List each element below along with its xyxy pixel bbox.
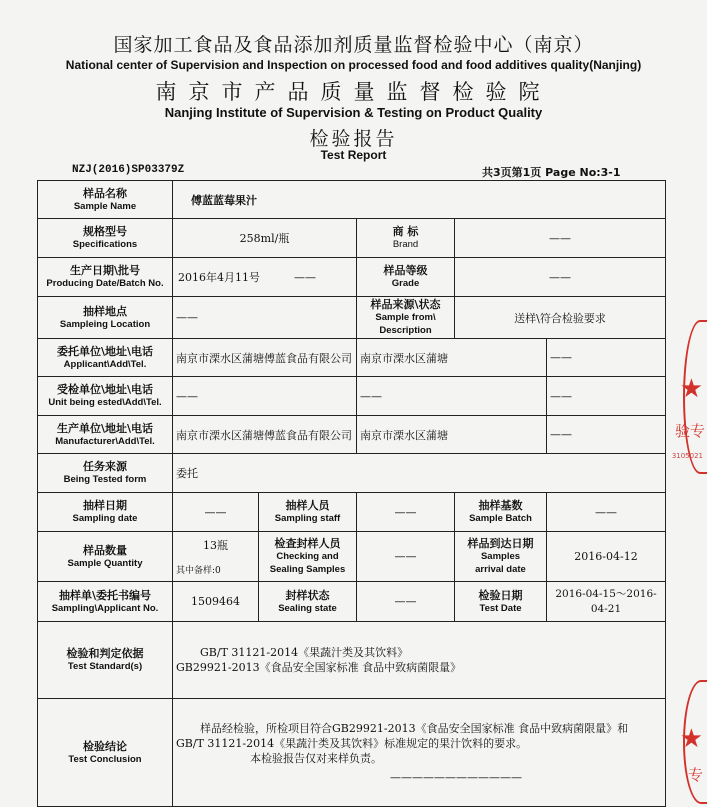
label-tested-unit: 受检单位\地址\电话 Unit being ested\Add\Tel. <box>38 377 173 416</box>
value-tested-name: —— <box>173 377 357 416</box>
report-number: NZJ(2016)SP03379Z <box>72 164 185 176</box>
label-applicant: 委托单位\地址\电话 Applicant\Add\Tel. <box>38 339 173 377</box>
label-test-standard: 检验和判定依据 Test Standard(s) <box>38 622 173 699</box>
value-sampling-location: —— <box>173 297 357 339</box>
label-sample-from: 样品来源\状态 Sample from\ Description <box>357 297 455 339</box>
value-conclusion: 样品经检验，所检项目符合GB29921-2013《食品安全国家标准 食品中致病菌限量》和 GB/T 31121-2014《果蔬汁类及其饮料》标准规定的果汁饮料的要求。 本检验报告仅对来样负责。 ———————————— <box>173 699 666 807</box>
label-prod-date: 生产日期\批号 Producing Date/Batch No. <box>38 258 173 297</box>
value-grade: —— <box>455 258 666 297</box>
label-checking-sealing: 检查封样人员 Checking and Sealing Samples <box>259 532 357 582</box>
row-sampling-date <box>38 493 666 532</box>
report-title-en: Test Report <box>320 148 387 162</box>
stamp-text-top: 验专 <box>674 422 705 440</box>
label-sample-name: 样品名称 Sample Name <box>38 181 173 219</box>
value-brand: —— <box>455 219 666 258</box>
value-spec: 258ml/瓶 <box>173 219 357 258</box>
label-sampling-location: 抽样地点 Sampleing Location <box>38 297 173 339</box>
report-title-cn: 检验报告 <box>309 128 398 150</box>
label-grade: 样品等级 Grade <box>357 258 455 297</box>
label-arrival-date: 样品到达日期 Samples arrival date <box>455 532 547 582</box>
institute-title-en: Nanjing Institute of Supervision & Testing on Product Quality <box>164 105 543 120</box>
label-sampling-staff: 抽样人员 Sampling staff <box>259 493 357 532</box>
row-conclusion <box>38 699 666 807</box>
row-spec <box>38 219 666 258</box>
value-manufacturer-tel: —— <box>547 416 666 454</box>
label-sample-batch: 抽样基数 Sample Batch <box>455 493 547 532</box>
label-spec: 规格型号 Specifications <box>38 219 173 258</box>
label-applicant-no: 抽样单\委托书编号 Sampling\Applicant No. <box>38 582 173 622</box>
row-sample-quantity <box>38 532 666 582</box>
org-title-en: National center of Supervision and Inspection on processed food and food additives quality(Nanjing) <box>65 58 642 72</box>
value-sample-batch: —— <box>547 493 666 532</box>
value-applicant-address: 南京市溧水区蒲塘 <box>357 339 547 377</box>
value-prod-date: 2016年4月11号 —— <box>173 258 357 297</box>
value-applicant-tel: —— <box>547 339 666 377</box>
stamp-code: 3105021 <box>671 452 703 460</box>
label-test-date: 检验日期 Test Date <box>455 582 547 622</box>
value-sampling-date: —— <box>173 493 259 532</box>
label-manufacturer: 生产单位\地址\电话 Manufacturer\Add\Tel. <box>38 416 173 454</box>
row-sample-name <box>38 181 666 219</box>
row-prod-date <box>38 258 666 297</box>
value-tested-address: —— <box>357 377 547 416</box>
value-arrival-date: 2016-04-12 <box>547 532 666 582</box>
label-sampling-date: 抽样日期 Sampling date <box>38 493 173 532</box>
institute-title-cn: 南京市产品质量监督检验院 <box>155 80 552 104</box>
label-task-source: 任务来源 Being Tested form <box>38 454 173 493</box>
label-sample-quantity: 样品数量 Sample Quantity <box>38 532 173 582</box>
value-sampling-staff: —— <box>357 493 455 532</box>
value-applicant-name: 南京市溧水区蒲塘傅蓝食品有限公司 <box>173 339 357 377</box>
value-sealing-state: —— <box>357 582 455 622</box>
value-sample-from: 送样\符合检验要求 <box>455 297 666 339</box>
value-manufacturer-address: 南京市溧水区蒲塘 <box>357 416 547 454</box>
stamp-text-bottom: 专 <box>687 766 703 784</box>
row-sampling-location <box>38 297 666 339</box>
row-applicant <box>38 339 666 377</box>
report-table <box>37 180 666 807</box>
label-conclusion: 检验结论 Test Conclusion <box>38 699 173 807</box>
red-star-icon: ★ <box>679 724 703 754</box>
value-checking-sealing: —— <box>357 532 455 582</box>
row-manufacturer <box>38 416 666 454</box>
row-test-standard <box>38 622 666 699</box>
row-tested-unit <box>38 377 666 416</box>
value-test-standard: GB/T 31121-2014《果蔬汁类及其饮料》 GB29921-2013《食品安全国家标准 食品中致病菌限量》 <box>173 622 666 699</box>
org-title-cn: 国家加工食品及食品添加剂质量监督检验中心（南京） <box>113 34 594 56</box>
value-tested-tel: —— <box>547 377 666 416</box>
value-test-date: 2016-04-15～2016-04-21 <box>547 582 666 622</box>
label-brand: 商 标 Brand <box>357 219 455 258</box>
value-applicant-no: 1509464 <box>173 582 259 622</box>
value-sample-name: 傅蓝蓝莓果汁 <box>173 181 666 219</box>
red-star-icon: ★ <box>679 374 703 404</box>
row-task-source <box>38 454 666 493</box>
value-task-source: 委托 <box>173 454 666 493</box>
page-info: 共3页第1页 Page No:3-1 <box>482 166 621 179</box>
label-sealing-state: 封样状态 Sealing state <box>259 582 357 622</box>
row-applicant-no <box>38 582 666 622</box>
value-manufacturer-name: 南京市溧水区蒲塘傅蓝食品有限公司 <box>173 416 357 454</box>
value-sample-quantity: 13瓶 其中备样:0 <box>173 532 259 582</box>
